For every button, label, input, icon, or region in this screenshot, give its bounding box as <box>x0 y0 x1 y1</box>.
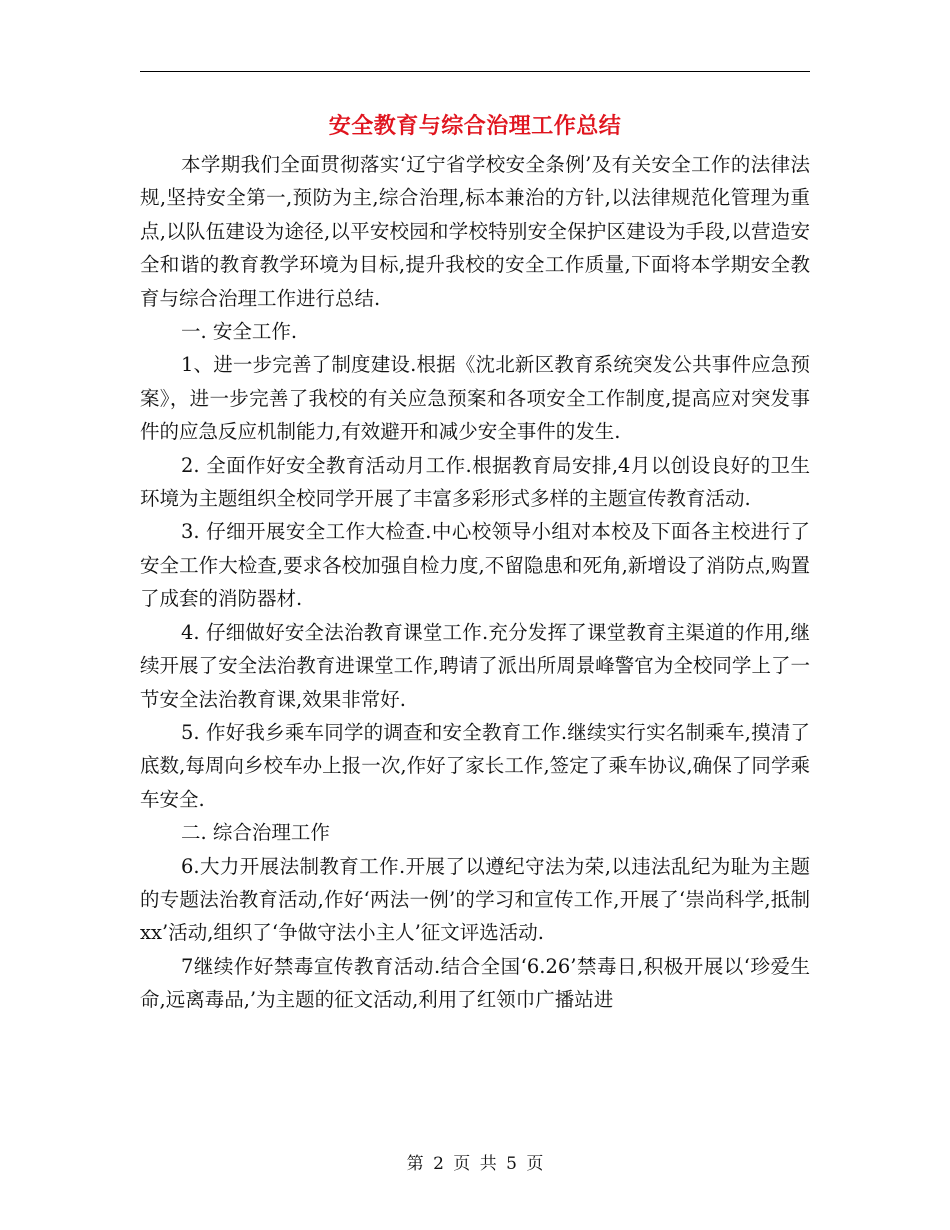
paragraph-item-2: 2. 全面作好安全教育活动月工作.根据教育局安排,4月以创设良好的卫生环境为主题组织全校同学开展了丰富多彩形式多样的主题宣传教育活动. <box>140 453 810 511</box>
section-heading-governance: 二. 综合治理工作 <box>180 821 330 845</box>
paragraph-item-3: 3. 仔细开展安全工作大检查.中心校领导小组对本校及下面各主校进行了安全工作大检查,要求各校加强自检力度,不留隐患和死角,新增设了消防点,购置了成套的消防器材. <box>140 520 810 611</box>
paragraph-item-6: 6.大力开展法制教育工作.开展了以遵纪守法为荣,以违法乱纪为耻为主题的专题法治教育活动,作好‘两法一例’的学习和宣传工作,开展了‘崇尚科学,抵制xx’活动,组织了‘争做守法小主人’征文评选活动. <box>140 854 810 945</box>
paragraph-item-7: 7继续作好禁毒宣传教育活动.结合全国‘6.26’禁毒日,积极开展以‘珍爱生命,远离毒品,’为主题的征文活动,利用了红领巾广播站进 <box>140 954 810 1012</box>
paragraph-item-1: 1、进一步完善了制度建设.根据《沈北新区教育系统突发公共事件应急预案》，进一步完善了我校的有关应急预案和各项安全工作制度,提高应对突发事件的应急反应机制能力,有效避开和减少安全事件的发生. <box>140 353 810 444</box>
paragraph-item-5: 5. 作好我乡乘车同学的调查和安全教育工作.继续实行实名制乘车,摸清了底数,每周向乡校车办上报一次,作好了家长工作,签定了乘车协议,确保了同学乘车安全. <box>140 720 810 811</box>
intro-paragraph: 本学期我们全面贯彻落实‘辽宁省学校安全条例’及有关安全工作的法律法规,坚持安全第一,预防为主,综合治理,标本兼治的方针,以法律规范化管理为重点,以队伍建设为途径,以平安校园和学校特别安全保护区建设为手段,以营造安全和谐的教育教学环境为目标,提升我校的安全工作质量,下面将本学期安全教育与综合治理工作进行总结. <box>140 153 810 310</box>
paragraph-item-4: 4. 仔细做好安全法治教育课堂工作.充分发挥了课堂教育主渠道的作用,继续开展了安全法治教育进课堂工作,聘请了派出所周景峰警官为全校同学上了一节安全法治教育课,效果非常好. <box>140 620 810 711</box>
document-title: 安全教育与综合治理工作总结 <box>328 113 622 139</box>
page-number-footer: 第 2 页 共 5 页 <box>406 1154 544 1174</box>
header-rule <box>140 71 810 72</box>
section-heading-safety: 一. 安全工作. <box>180 320 298 344</box>
document-body <box>140 148 810 1017</box>
